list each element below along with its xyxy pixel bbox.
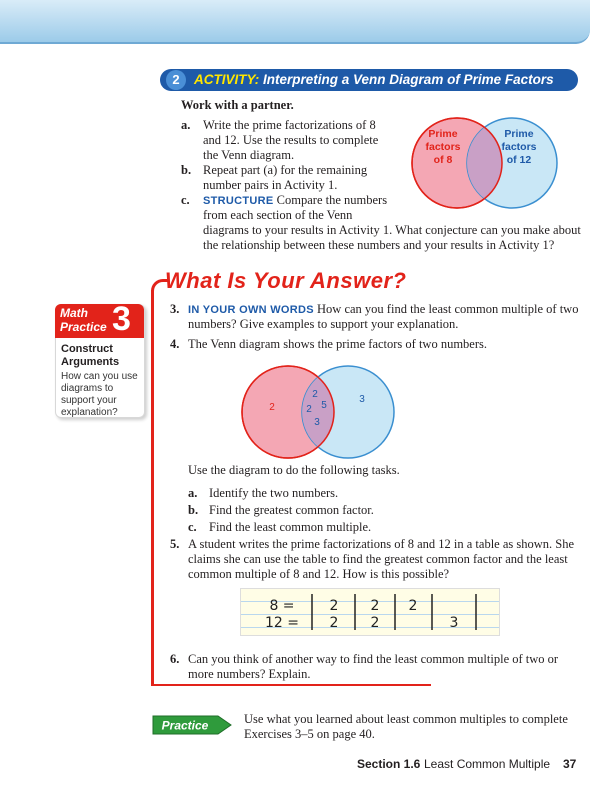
practice-button[interactable] xyxy=(152,714,232,736)
venn-right-label-3: of 12 xyxy=(506,154,532,166)
q3-line1 xyxy=(188,302,578,317)
answer-heading: What Is Your Answer? xyxy=(165,268,407,293)
q4-venn-middle-3: 5 xyxy=(321,400,327,411)
q4-venn-middle-4: 3 xyxy=(314,417,320,428)
activity-title xyxy=(194,72,554,87)
q3-line2: numbers? Give examples to support your explanation. xyxy=(188,317,459,331)
table-row2-cell1: 2 xyxy=(329,615,339,631)
q4-task-b: Find the greatest common factor. xyxy=(209,503,374,517)
table-row1-cell1: 2 xyxy=(329,598,339,614)
item-a-letter: a. xyxy=(181,118,191,132)
activity-venn-diagram xyxy=(395,115,565,215)
q4-task-c: Find the least common multiple. xyxy=(209,520,372,534)
table-row1-cell3: 2 xyxy=(408,598,418,614)
practice-line1: Use what you learned about least common multiples to complete xyxy=(244,712,568,726)
activity-label: ACTIVITY: xyxy=(194,72,260,87)
activity-title-text: Interpreting a Venn Diagram of Prime Factors xyxy=(263,72,554,87)
q5-line1: A student writes the prime factorizations of 8 and 12 in a table as shown. She xyxy=(188,537,575,551)
q5-number: 5. xyxy=(170,537,180,551)
q5-line2: claims she can use the table to find the greatest common factor and the least xyxy=(188,552,568,566)
venn-right-label-1: Prime xyxy=(504,128,534,140)
q4-task-a-letter: a. xyxy=(188,486,198,500)
table-row1-cell2: 2 xyxy=(370,598,380,614)
activity-intro: Work with a partner. xyxy=(181,98,294,112)
answer-bracket-line xyxy=(151,290,154,684)
table-row2-cell4: 3 xyxy=(449,615,459,631)
q4-task-intro: Use the diagram to do the following tasks. xyxy=(188,463,400,477)
structure-keyword: STRUCTURE xyxy=(203,195,274,207)
item-b-line2: number pairs in Activity 1. xyxy=(203,178,338,192)
item-c-line3: diagrams to your results in Activity 1. What conjecture can you make about xyxy=(203,223,581,237)
header-bar xyxy=(0,0,590,44)
q4-venn-right-value: 3 xyxy=(359,394,365,405)
venn-right-label-2: factors xyxy=(501,141,537,153)
q4-text: The Venn diagram shows the prime factors of two numbers. xyxy=(188,337,488,351)
table-row1-label: 8 = xyxy=(269,598,295,614)
q4-task-c-letter: c. xyxy=(188,520,197,534)
q6-line2: more numbers? Explain. xyxy=(188,667,311,681)
table-row2-label: 12 = xyxy=(265,615,299,631)
math-practice-title: Math Practice xyxy=(60,306,107,334)
answer-bracket-bottom xyxy=(151,684,431,686)
q6-number: 6. xyxy=(170,652,180,666)
practice-line2: Exercises 3–5 on page 40. xyxy=(244,727,375,741)
q4-number: 4. xyxy=(170,337,180,351)
q4-task-b-letter: b. xyxy=(188,503,199,517)
q6-line1: Can you think of another way to find the least common multiple of two or xyxy=(188,652,559,666)
footer-section: Section 1.6 xyxy=(357,757,421,771)
item-c-line1 xyxy=(203,193,387,208)
item-c-line1-text: Compare the numbers xyxy=(276,193,388,207)
q3-line1-text: How can you find the least common multiple of two xyxy=(317,302,579,316)
math-practice-subtitle: Construct Arguments xyxy=(61,343,120,368)
footer-topic: Least Common Multiple xyxy=(424,757,551,771)
item-b-letter: b. xyxy=(181,163,192,177)
practice-label: Practice xyxy=(161,718,209,733)
q4-task-a: Identify the two numbers. xyxy=(209,486,339,500)
table-row2-cell2: 2 xyxy=(370,615,380,631)
item-c-letter: c. xyxy=(181,193,190,207)
factor-table xyxy=(240,588,498,634)
math-practice-text: How can you use diagrams to support your explanation? xyxy=(61,371,138,418)
q3-number: 3. xyxy=(170,302,180,316)
item-a-line2: and 12. Use the results to complete xyxy=(203,133,379,147)
item-a-line1: Write the prime factorizations of 8 xyxy=(203,118,376,132)
footer-page-number: 37 xyxy=(563,757,577,771)
item-c-line2: from each section of the Venn xyxy=(203,208,353,222)
q4-venn-middle-2: 2 xyxy=(306,404,312,415)
item-a-line3: the Venn diagram. xyxy=(203,148,295,162)
q4-venn-left-value: 2 xyxy=(269,402,275,413)
venn-left-label-2: factors xyxy=(425,141,461,153)
venn-left-label-3: of 8 xyxy=(433,154,453,166)
venn-left-label-1: Prime xyxy=(428,128,458,140)
item-b-line1: Repeat part (a) for the remaining xyxy=(203,163,368,177)
q4-venn-middle-1: 2 xyxy=(312,389,318,400)
q4-venn-diagram xyxy=(228,364,418,464)
item-c-line4: the relationship between these numbers and your results in Activity 1? xyxy=(203,238,555,252)
activity-number: 2 xyxy=(166,70,186,90)
q5-line3: common multiple of 8 and 12. How is this possible? xyxy=(188,567,450,581)
q3-keyword: IN YOUR OWN WORDS xyxy=(188,304,314,316)
math-practice-number: 3 xyxy=(112,300,131,338)
